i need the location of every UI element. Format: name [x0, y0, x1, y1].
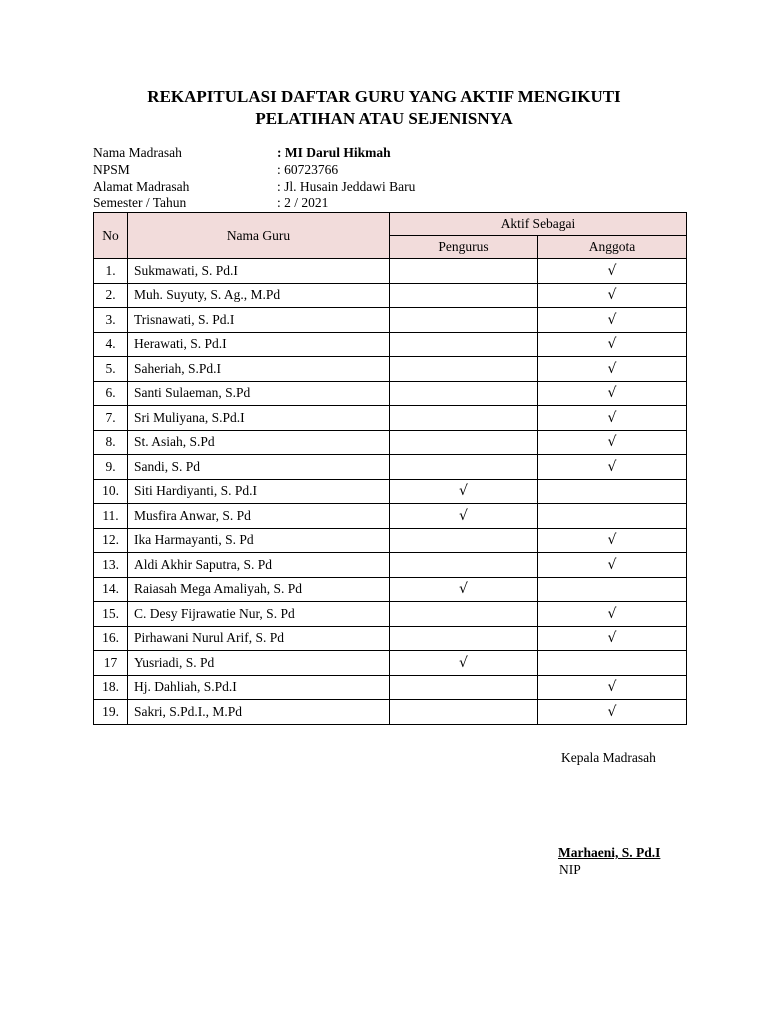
signature-nip: NIP: [559, 862, 581, 877]
anggota-check: √: [538, 455, 687, 480]
teacher-name: Sandi, S. Pd: [128, 455, 390, 480]
table-row: [94, 553, 687, 578]
signature-title: Kepala Madrasah: [561, 750, 656, 765]
anggota-check: √: [538, 430, 687, 455]
row-number: 7.: [94, 406, 128, 431]
info-value-npsm: : 60723766: [277, 161, 339, 177]
pengurus-check: [390, 406, 538, 431]
info-label-nama-madrasah: Nama Madrasah: [93, 145, 182, 160]
row-number: 9.: [94, 455, 128, 480]
teacher-name: Sakri, S.Pd.I., M.Pd: [128, 700, 390, 725]
table-row: [94, 577, 687, 602]
info-row: [93, 162, 593, 179]
teacher-name: Sri Muliyana, S.Pd.I: [128, 406, 390, 431]
row-number: 6.: [94, 381, 128, 406]
pengurus-check: [390, 553, 538, 578]
anggota-check: [538, 504, 687, 529]
header-aktif-sebagai: Aktif Sebagai: [390, 213, 687, 236]
pengurus-check: [390, 430, 538, 455]
info-label-semester: Semester / Tahun: [93, 195, 187, 211]
row-number: 4.: [94, 332, 128, 357]
anggota-check: √: [538, 308, 687, 333]
row-number: 18.: [94, 675, 128, 700]
anggota-check: √: [538, 283, 687, 308]
pengurus-check: [390, 455, 538, 480]
title-line-2: PELATIHAN ATAU SEJENISNYA: [255, 109, 513, 128]
anggota-check: √: [538, 553, 687, 578]
table-row: [94, 528, 687, 553]
pengurus-check: [390, 283, 538, 308]
teacher-name: Trisnawati, S. Pd.I: [128, 308, 390, 333]
table-row: [94, 651, 687, 676]
table-row: [94, 357, 687, 382]
table-row: [94, 332, 687, 357]
header-no: No: [94, 213, 128, 259]
signature-name: Marhaeni, S. Pd.I: [558, 845, 661, 860]
teacher-name: Santi Sulaeman, S.Pd: [128, 381, 390, 406]
pengurus-check: [390, 626, 538, 651]
row-number: 15.: [94, 602, 128, 627]
teacher-name: Siti Hardiyanti, S. Pd.I: [128, 479, 390, 504]
info-row: [93, 179, 593, 196]
pengurus-check: [390, 332, 538, 357]
pengurus-check: √: [390, 651, 538, 676]
title-line-1: REKAPITULASI DAFTAR GURU YANG AKTIF MENGIKUTI: [147, 87, 621, 106]
anggota-check: √: [538, 259, 687, 284]
anggota-check: √: [538, 528, 687, 553]
table-row: [94, 479, 687, 504]
table-row: [94, 602, 687, 627]
info-label-alamat: Alamat Madrasah: [93, 178, 190, 194]
teacher-name: Raiasah Mega Amaliyah, S. Pd: [128, 577, 390, 602]
row-number: 16.: [94, 626, 128, 651]
info-row: [93, 195, 593, 212]
pengurus-check: √: [390, 577, 538, 602]
teacher-name: Muh. Suyuty, S. Ag., M.Pd: [128, 283, 390, 308]
pengurus-check: [390, 381, 538, 406]
anggota-check: [538, 651, 687, 676]
info-value-alamat: : Jl. Husain Jeddawi Baru: [277, 178, 416, 194]
anggota-check: √: [538, 406, 687, 431]
info-label-npsm: NPSM: [93, 161, 130, 177]
row-number: 2.: [94, 283, 128, 308]
row-number: 14.: [94, 577, 128, 602]
row-number: 13.: [94, 553, 128, 578]
teacher-name: Yusriadi, S. Pd: [128, 651, 390, 676]
table-row: [94, 455, 687, 480]
pengurus-check: [390, 602, 538, 627]
pengurus-check: [390, 675, 538, 700]
anggota-check: √: [538, 381, 687, 406]
anggota-check: √: [538, 332, 687, 357]
table-header: [94, 213, 687, 259]
pengurus-check: √: [390, 479, 538, 504]
row-number: 10.: [94, 479, 128, 504]
anggota-check: √: [538, 357, 687, 382]
teacher-name: St. Asiah, S.Pd: [128, 430, 390, 455]
anggota-check: √: [538, 626, 687, 651]
row-number: 5.: [94, 357, 128, 382]
school-info: [93, 145, 593, 212]
header-pengurus: Pengurus: [390, 236, 538, 259]
table-row: [94, 308, 687, 333]
table-row: [94, 675, 687, 700]
pengurus-check: √: [390, 504, 538, 529]
anggota-check: [538, 479, 687, 504]
row-number: 12.: [94, 528, 128, 553]
pengurus-check: [390, 700, 538, 725]
anggota-check: √: [538, 675, 687, 700]
row-number: 19.: [94, 700, 128, 725]
info-value-semester: : 2 / 2021: [277, 195, 329, 211]
teacher-name: Aldi Akhir Saputra, S. Pd: [128, 553, 390, 578]
anggota-check: √: [538, 602, 687, 627]
info-row: [93, 145, 593, 162]
teacher-name: Ika Harmayanti, S. Pd: [128, 528, 390, 553]
table-row: [94, 700, 687, 725]
teacher-name: Herawati, S. Pd.I: [128, 332, 390, 357]
table-body: [94, 259, 687, 725]
pengurus-check: [390, 259, 538, 284]
teacher-name: Hj. Dahliah, S.Pd.I: [128, 675, 390, 700]
teacher-table: [93, 212, 687, 725]
table-row: [94, 381, 687, 406]
table-row: [94, 504, 687, 529]
anggota-check: √: [538, 700, 687, 725]
row-number: 11.: [94, 504, 128, 529]
table-row: [94, 430, 687, 455]
teacher-name: C. Desy Fijrawatie Nur, S. Pd: [128, 602, 390, 627]
row-number: 8.: [94, 430, 128, 455]
table-row: [94, 626, 687, 651]
table-row: [94, 259, 687, 284]
pengurus-check: [390, 528, 538, 553]
table-row: [94, 283, 687, 308]
row-number: 17: [94, 651, 128, 676]
teacher-name: Sukmawati, S. Pd.I: [128, 259, 390, 284]
pengurus-check: [390, 308, 538, 333]
document-title: [0, 86, 768, 130]
teacher-name: Saheriah, S.Pd.I: [128, 357, 390, 382]
header-anggota: Anggota: [538, 236, 687, 259]
pengurus-check: [390, 357, 538, 382]
row-number: 3.: [94, 308, 128, 333]
table-row: [94, 406, 687, 431]
anggota-check: [538, 577, 687, 602]
info-value-nama-madrasah: : MI Darul Hikmah: [277, 145, 391, 160]
teacher-name: Musfira Anwar, S. Pd: [128, 504, 390, 529]
teacher-name: Pirhawani Nurul Arif, S. Pd: [128, 626, 390, 651]
header-nama-guru: Nama Guru: [128, 213, 390, 259]
row-number: 1.: [94, 259, 128, 284]
